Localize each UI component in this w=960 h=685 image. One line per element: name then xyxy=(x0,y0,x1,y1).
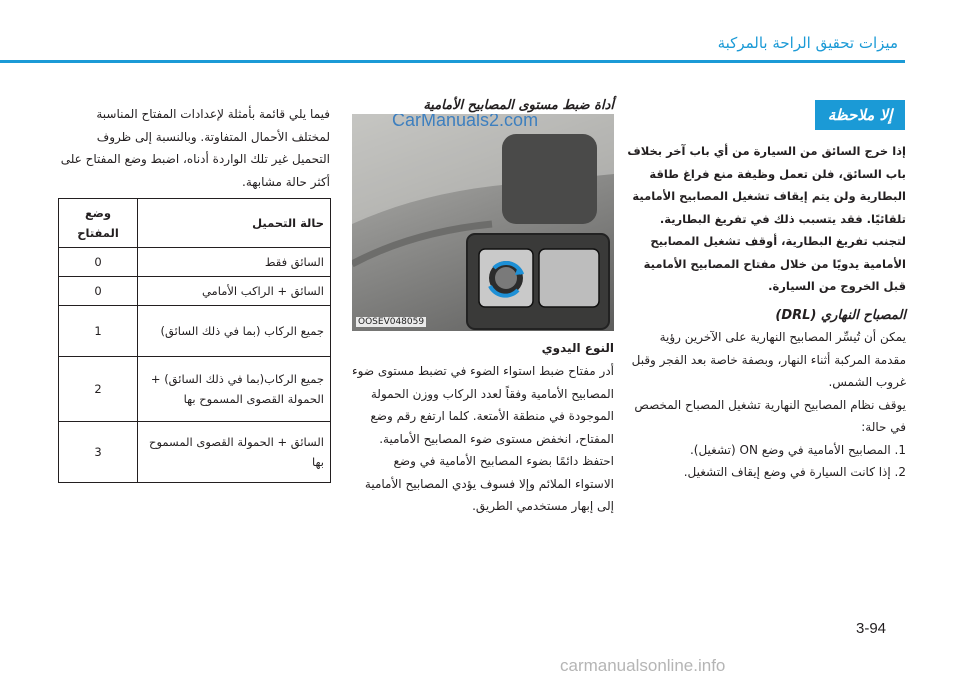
column-header-load-state: حالة التحميل xyxy=(138,199,331,248)
drl-section xyxy=(626,326,906,484)
figure-heading: أداة ضبط مستوى المصابيح الأمامية xyxy=(423,98,614,113)
switch-position-cell: 0 xyxy=(59,277,138,306)
drl-intro: يمكن أن تُيسِّر المصابيح النهارية على الآخرين رؤية مقدمة المركبة أثناء النهار، وبصفة خاصة بعد الفجر وقبل غروب الشمس. xyxy=(631,330,906,389)
manual-type-heading: النوع اليدوي xyxy=(541,341,614,355)
list-item: 2. إذا كانت السيارة في وضع إيقاف التشغيل. xyxy=(683,465,906,479)
notice-text: إذا خرج السائق من السيارة من أي باب آخر بخلاف باب السائق، فلن تعمل وظيفة منع فراغ طاقة البطارية ولن يتم إيقاف تشغيل المصابيح الأمامية تلقائيًا. فقد يتسبب ذلك في تفريغ البطارية. لتجنب تفريغ البطارية، أوقف تشغيل المصابيح الأمامية يدويًا من خلال مفتاح المصابيح الأمامية قبل الخروج من السيارة. xyxy=(627,144,906,293)
table-row xyxy=(59,422,331,483)
load-state-cell: السائق + الراكب الأمامي xyxy=(138,277,331,306)
table-row xyxy=(59,357,331,422)
switch-position-cell: 0 xyxy=(59,248,138,277)
load-state-cell: جميع الركاب(بما في ذلك السائق) + الحمولة القصوى المسموح بها xyxy=(138,357,331,422)
drl-heading: المصباح النهاري (DRL) xyxy=(775,308,906,323)
drl-condition: يوقف نظام المصابيح النهارية تشغيل المصباح المخصص في حالة: xyxy=(634,397,906,434)
list-item: 1. المصابيح الأمامية في وضع ON (تشغيل). xyxy=(689,442,906,457)
switch-position-cell: 2 xyxy=(59,357,138,422)
page-number: 3-94 xyxy=(856,620,887,637)
switch-position-cell: 3 xyxy=(59,422,138,483)
notice-badge: إلا ملاحظة xyxy=(815,100,905,130)
load-conditions-table xyxy=(58,198,331,483)
table-row xyxy=(59,306,331,357)
load-state-cell: السائق فقط xyxy=(138,248,331,277)
load-state-cell: السائق + الحمولة القصوى المسموح بها xyxy=(138,422,331,483)
headlamp-leveling-photo xyxy=(352,114,614,331)
section-title: ميزات تحقيق الراحة بالمركبة xyxy=(717,34,898,52)
table-header-row xyxy=(59,199,331,248)
drl-condition-list xyxy=(626,439,906,484)
column-header-switch-position: وضع المفتاح xyxy=(59,199,138,248)
figure-id: OOSEV048059 xyxy=(358,317,425,327)
header-divider xyxy=(0,60,905,63)
load-intro-text: فيما يلي قائمة بأمثلة لإعدادات المفتاح المناسبة لمختلف الأحمال المتفاوتة. وبالنسبة إلى ظروف التحميل غير تلك الواردة أدناه، اضبط وضع المفتاح على أكثر حالة مشابهة. xyxy=(60,107,330,189)
dashboard-illustration xyxy=(352,114,614,331)
manual-type-text: أدر مفتاح ضبط استواء الضوء في تضبط مستوى ضوء المصابيح الأمامية وفقاً لعدد الركاب ووزن الحمولة الموجودة في منطقة الأمتعة. كلما ارتفع رقم وضع المفتاح، انخفض مستوى ضوء المصابيح الأمامية. احتفظ دائمًا بضوء المصابيح الأمامية في وضع الاستواء الملائم وإلا فسوف يؤدي المصابيح الأمامية إلى إبهار مستخدمي الطريق. xyxy=(351,364,614,513)
switch-position-cell: 1 xyxy=(59,306,138,357)
table-row xyxy=(59,277,331,306)
load-state-cell: جميع الركاب (بما في ذلك السائق) xyxy=(138,306,331,357)
footer-watermark: carmanualsonline.info xyxy=(560,656,726,675)
figure-watermark: CarManuals2.com xyxy=(392,114,539,130)
table-row xyxy=(59,248,331,277)
